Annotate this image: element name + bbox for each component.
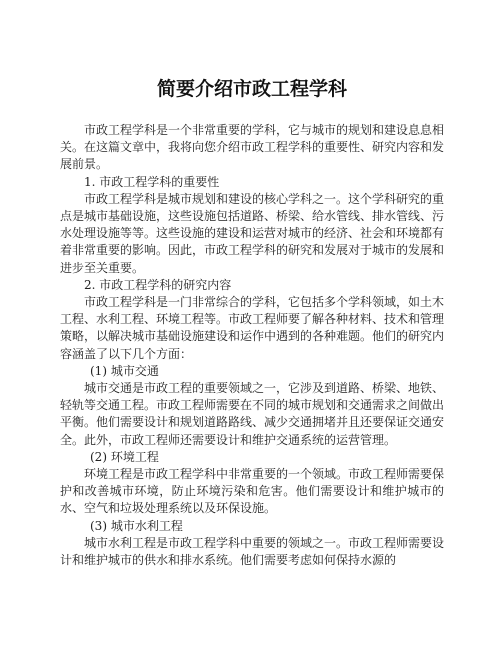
section-heading-research: 2. 市政工程学科的研究内容 xyxy=(84,277,232,292)
environmental-engineering-paragraph: 环境工程是市政工程学科中非常重要的一个领域。市政工程师需要保护和改善城市环境，防止环境污染和危害。他们需要设计和维护城市的水、空气和垃圾处理系统以及环保设施。 xyxy=(60,467,445,516)
section-heading-importance: 1. 市政工程学科的重要性 xyxy=(84,174,220,189)
subheading-water-engineering: (3) 城市水利工程 xyxy=(90,518,183,533)
document-body xyxy=(60,122,444,569)
subheading-environmental-engineering: (2) 环境工程 xyxy=(90,449,159,464)
urban-traffic-paragraph: 城市交通是市政工程的重要领域之一，它涉及到道路、桥梁、地铁、轻轨等交通工程。市政工程师需要在不同的城市规划和交通需求之间做出平衡。他们需要设计和规划道路路线、减少交通拥堵并且还要保证交通安全。此外，市政工程师还需要设计和维护交通系统的运营管理。 xyxy=(60,381,445,447)
document-title: 简要介绍市政工程学科 xyxy=(156,78,347,100)
intro-paragraph: 市政工程学科是一个非常重要的学科，它与城市的规划和建设息息相关。在这篇文章中，我将向您介绍市政工程学科的重要性、研究内容和发展前景。 xyxy=(60,123,445,172)
water-engineering-paragraph: 城市水利工程是市政工程学科中重要的领域之一。市政工程师需要设计和维护城市的供水和排水系统。他们需要考虑如何保持水源的 xyxy=(60,535,445,568)
importance-paragraph: 市政工程学科是城市规划和建设的核心学科之一。这个学科研究的重点是城市基础设施，这些设施包括道路、桥梁、给水管线、排水管线、污水处理设施等等。这些设施的建设和运营对城市的经济、社会和环境都有着非常重要的影响。因此，市政工程学科的研究和发展对于城市的发展和进步至关重要。 xyxy=(60,191,445,275)
subheading-urban-traffic: (1) 城市交通 xyxy=(90,363,159,378)
research-paragraph: 市政工程学科是一门非常综合的学科，它包括多个学科领域，如土木工程、水利工程、环境工程等。市政工程师要了解各种材料、技术和管理策略，以解决城市基础设施建设和运作中遇到的各种难题。他们的研究内容涵盖了以下几个方面： xyxy=(60,295,445,361)
